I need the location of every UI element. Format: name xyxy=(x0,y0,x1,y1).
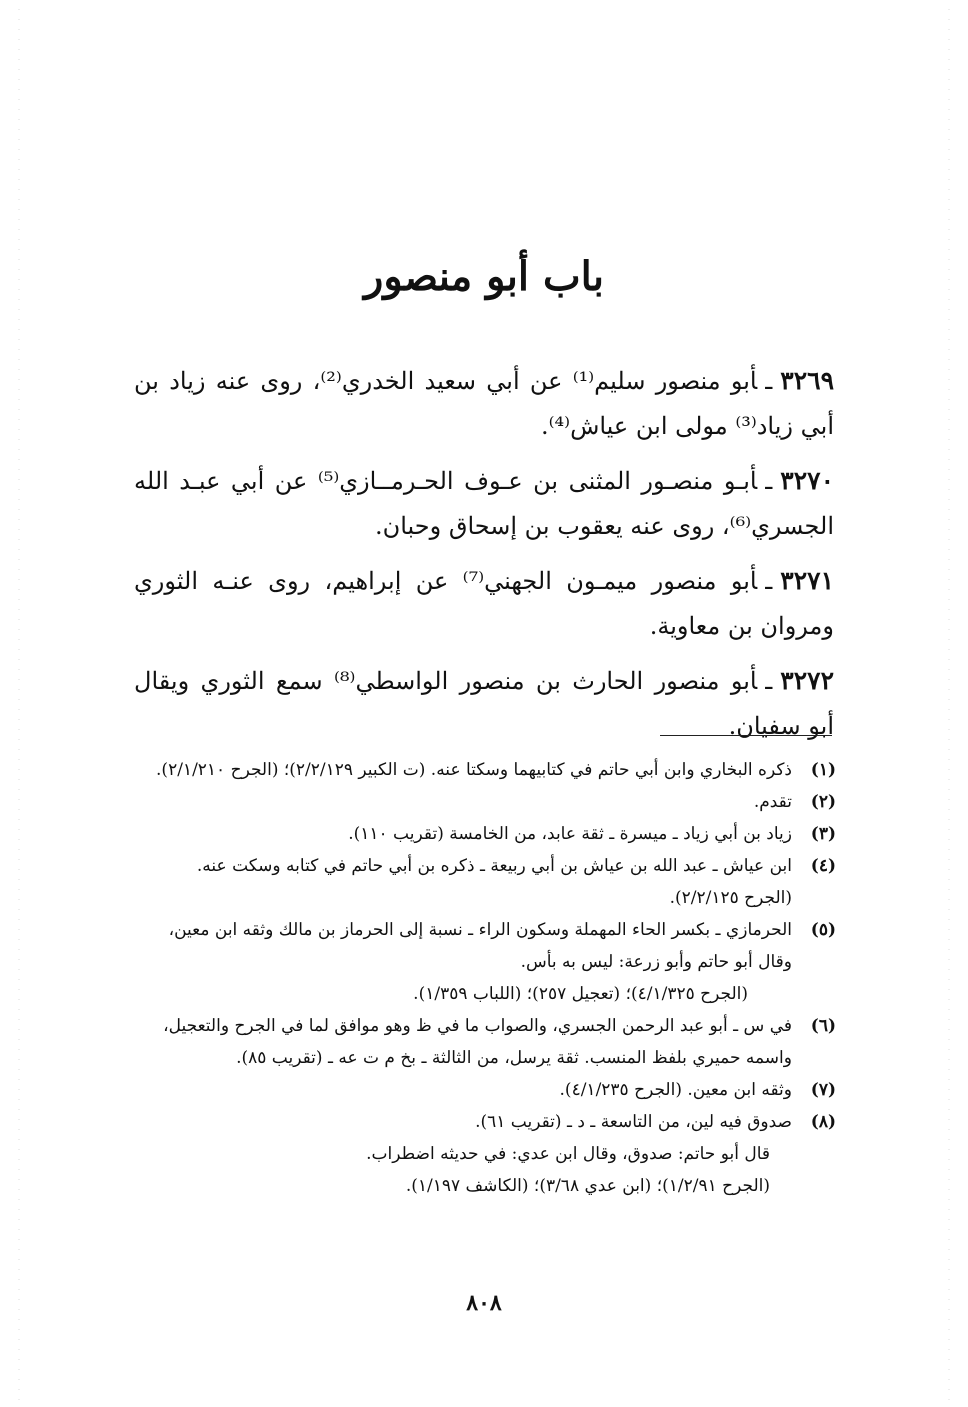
footnotes-list xyxy=(136,754,836,1202)
footnote-line: زياد بن أبي زياد ـ ميسرة ـ ثقة عابد، من الخامسة (تقريب ١١٠). xyxy=(348,824,792,844)
footnote-8 xyxy=(136,1106,836,1202)
footnote-divider xyxy=(660,735,832,736)
footnote-line: وثقه ابن معين. (الجرح ٤/١/٢٣٥). xyxy=(559,1080,792,1100)
footnote-number: (٧) xyxy=(810,1080,836,1100)
footnote-3 xyxy=(136,818,836,850)
footnote-5 xyxy=(136,914,836,1010)
entry-text: أبو منصور ميمـون الجهني⁽⁷⁾ عن إبراهيم، روى عنـه الثوري ومروان بن معاوية. xyxy=(134,567,834,640)
entries-list xyxy=(134,358,834,758)
footnote-line: تقدم. xyxy=(753,792,792,812)
footnote-2 xyxy=(136,786,836,818)
footnote-line: قال أبو حاتم: صدوق، وقال ابن عدي: في حديثه اضطراب. xyxy=(366,1144,770,1164)
footnote-number: (٨) xyxy=(810,1112,836,1132)
entry-dash: ـ xyxy=(765,667,773,695)
entry-number: ٣٢٧١ xyxy=(780,566,834,595)
footnote-line: في س ـ أبو عبد الرحمن الجسري، والصواب ما في ظ وهو موافق لما في الجرح والتعجيل، واسمه حميري بلفظ المنسب. ثقة يرسل، من الثالثة ـ بخ م ت عه ـ (تقريب ٨٥). xyxy=(163,1016,792,1068)
entry-number: ٣٢٦٩ xyxy=(780,366,834,395)
footnote-7 xyxy=(136,1074,836,1106)
footnote-6 xyxy=(136,1010,836,1074)
footnote-number: (٣) xyxy=(810,824,836,844)
page-number: ٨٠٨ xyxy=(466,1290,502,1316)
footnote-line: صدوق فيه لين، من التاسعة ـ د ـ (تقريب ٦١). xyxy=(475,1112,792,1132)
entry-number: ٣٢٧٢ xyxy=(780,666,834,695)
footnote-number: (٥) xyxy=(810,920,836,940)
entry-dash: ـ xyxy=(765,567,773,595)
entry-3270 xyxy=(134,458,834,549)
footnote-line: ذكره البخاري وابن أبي حاتم في كتابيهما وسكتا عنه. (ت الكبير ٢/٢/١٢٩)؛ (الجرح ٢/١/٢١٠). xyxy=(156,760,792,780)
footnote-1 xyxy=(136,754,836,786)
entry-text: أبـو منصـور المثنى بن عـوف الحـرمــازي⁽⁵⁾ عن أبي عبـد الله الجسري⁽⁶⁾، روى عنه يعقوب بن إسحاق وحبان. xyxy=(134,467,834,540)
footnote-line: (الجرح ١/٢/٩١)؛ (ابن عدي ٣/٦٨)؛ (الكاشف ١/١٩٧). xyxy=(405,1176,770,1196)
entry-text: أبو منصور سليم⁽¹⁾ عن أبي سعيد الخدري⁽²⁾، روى عنه زياد بن أبي زياد⁽³⁾ مولى ابن عياش⁽⁴⁾. xyxy=(134,367,834,440)
entry-text: أبو منصور الحارث بن منصور الواسطي⁽⁸⁾ سمع الثوري ويقال أبو سفيان. xyxy=(134,667,834,740)
entry-dash: ـ xyxy=(765,467,773,495)
footnote-number: (٢) xyxy=(810,792,836,812)
footnote-number: (٤) xyxy=(810,856,836,876)
footnote-number: (٦) xyxy=(810,1016,836,1036)
footnote-line: (الجرح ٤/١/٣٢٥)؛ (تعجيل ٢٥٧)؛ (اللباب ١/٣٥٩). xyxy=(413,984,748,1004)
entry-3271 xyxy=(134,558,834,649)
footnote-line: الحرمازي ـ بكسر الحاء المهملة وسكون الراء ـ نسبة إلى الحرماز بن مالك وثقه ابن معين، وقال أبو حاتم وأبو زرعة: ليس به بأس. xyxy=(168,920,792,972)
footnote-number: (١) xyxy=(810,760,836,780)
footnote-line: ابن عياش ـ عبد الله بن عياش بن أبي ربيعة ـ ذكره بن أبي حاتم في كتابه وسكت عنه. xyxy=(196,856,792,876)
chapter-title: باب أبو منصور xyxy=(364,253,604,300)
footnote-line: (الجرح ٢/٢/١٢٥). xyxy=(669,888,792,908)
entry-number: ٣٢٧٠ xyxy=(780,466,834,495)
footnote-4 xyxy=(136,850,836,914)
entry-dash: ـ xyxy=(765,367,773,395)
entry-3269 xyxy=(134,358,834,449)
